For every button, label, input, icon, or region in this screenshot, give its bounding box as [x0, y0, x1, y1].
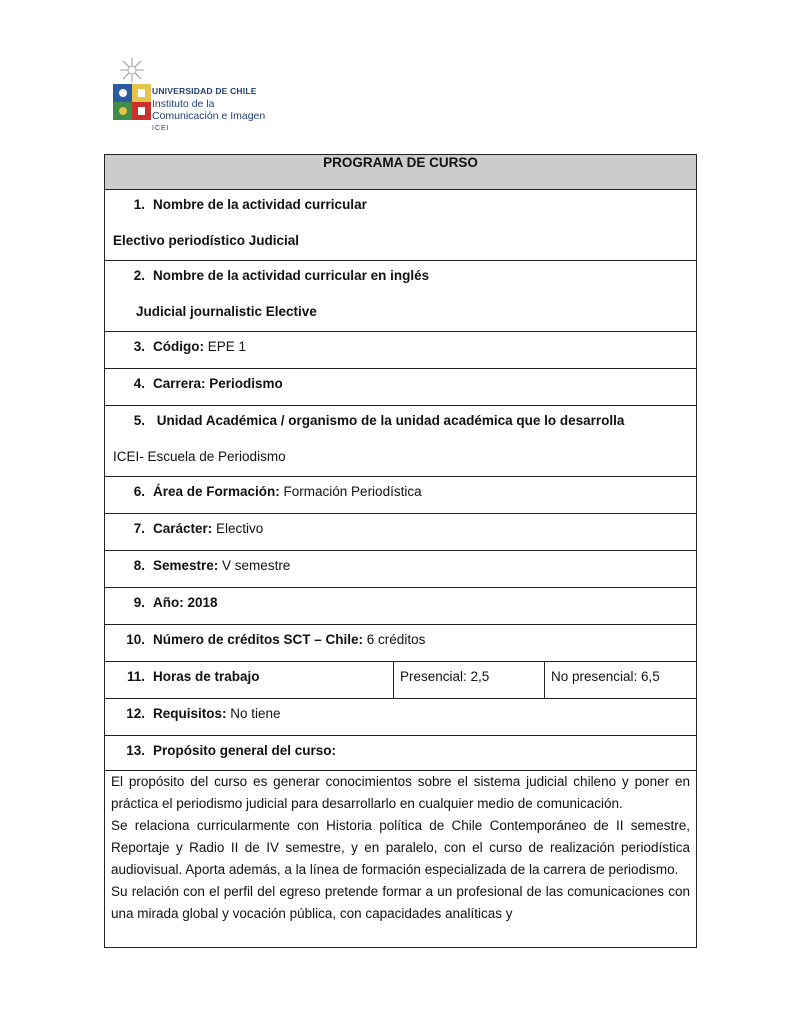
- section-13-row: [105, 736, 697, 771]
- section-7-label: Carácter:: [153, 521, 213, 536]
- section-2-label: Nombre de la actividad curricular en inglés: [153, 268, 430, 283]
- purpose-paragraph-2: Se relaciona curricularmente con Historia política de Chile Contemporáneo de II semestre, Reportaje y Radio II de IV semestre, y en paralelo, con el curso de realización periodística audiovisual. Aporta además, a la línea de formación especializada de la carrera de periodismo.: [111, 818, 690, 877]
- section-6-number: 6.: [133, 484, 145, 499]
- section-5-label: Unidad Académica / organismo de la unidad académica que lo desarrolla: [153, 413, 625, 428]
- section-4-number: 4.: [133, 376, 145, 391]
- section-3-number: 3.: [133, 339, 145, 354]
- section-12-row: [105, 699, 697, 736]
- section-6-row: [105, 477, 697, 514]
- section-5-number: 5.: [133, 413, 145, 428]
- section-11-number: 11.: [126, 669, 145, 684]
- section-12-number: 12.: [126, 706, 145, 721]
- section-1-row: [105, 190, 697, 261]
- section-13-body-row: [105, 771, 697, 948]
- section-10-label: Número de créditos SCT – Chile:: [153, 632, 364, 647]
- section-2-value: Judicial journalistic Elective: [136, 304, 317, 319]
- section-7-value: Electivo: [212, 521, 264, 536]
- purpose-paragraph-3: Su relación con el perfil del egreso pretende formar a un profesional de las comunicaciones con una mirada global y vocación pública, con capacidades analíticas y: [111, 884, 690, 921]
- university-seal-icon: [110, 56, 154, 130]
- section-10-number: 10.: [126, 632, 145, 647]
- section-2-row: [105, 261, 697, 332]
- section-10-value: 6 créditos: [363, 632, 426, 647]
- section-11-no-presencial: No presencial: 6,5: [545, 662, 697, 699]
- section-7-number: 7.: [133, 521, 145, 536]
- section-13-label: Propósito general del curso:: [153, 743, 337, 758]
- section-5-row: [105, 406, 697, 477]
- section-11-presencial: Presencial: 2,5: [394, 662, 545, 699]
- logo-institute-line2: Comunicación e Imagen: [152, 110, 266, 122]
- logo-institute-line1: Instituto de la: [152, 98, 215, 110]
- section-12-label: Requisitos:: [153, 706, 227, 721]
- section-11-row: [105, 662, 697, 699]
- section-9-row: [105, 588, 697, 625]
- program-table: [104, 154, 697, 948]
- section-3-row: [105, 332, 697, 369]
- section-12-value: No tiene: [226, 706, 281, 721]
- section-6-label: Área de Formación:: [153, 484, 280, 499]
- section-7-row: [105, 514, 697, 551]
- section-8-number: 8.: [133, 558, 145, 573]
- section-13-number: 13.: [126, 743, 145, 758]
- section-2-number: 2.: [133, 268, 145, 283]
- section-4-label: Carrera: Periodismo: [153, 376, 283, 391]
- logo-university: UNIVERSIDAD DE CHILE: [152, 86, 257, 96]
- section-1-label: Nombre de la actividad curricular: [153, 197, 367, 212]
- university-logo: [110, 56, 270, 130]
- section-6-value: Formación Periodística: [279, 484, 422, 499]
- section-5-value: ICEI- Escuela de Periodismo: [113, 449, 286, 464]
- section-4-row: [105, 369, 697, 406]
- section-9-label: Año: 2018: [153, 595, 218, 610]
- section-3-label: Código:: [153, 339, 204, 354]
- logo-acronym: ICEI: [152, 125, 170, 132]
- section-8-value: V semestre: [218, 558, 291, 573]
- program-title: PROGRAMA DE CURSO: [105, 155, 697, 190]
- section-8-row: [105, 551, 697, 588]
- purpose-paragraph-1: El propósito del curso es generar conocimientos sobre el sistema judicial chileno y poner en práctica el periodismo judicial para desarrollarlo en cualquier medio de comunicación.: [111, 774, 690, 811]
- section-1-number: 1.: [133, 197, 145, 212]
- section-1-value: Electivo periodístico Judicial: [113, 233, 300, 248]
- section-9-number: 9.: [133, 595, 145, 610]
- section-10-row: [105, 625, 697, 662]
- section-8-label: Semestre:: [153, 558, 219, 573]
- section-11-label: Horas de trabajo: [153, 669, 260, 684]
- program-header-row: [105, 155, 697, 190]
- section-3-value: EPE 1: [203, 339, 247, 354]
